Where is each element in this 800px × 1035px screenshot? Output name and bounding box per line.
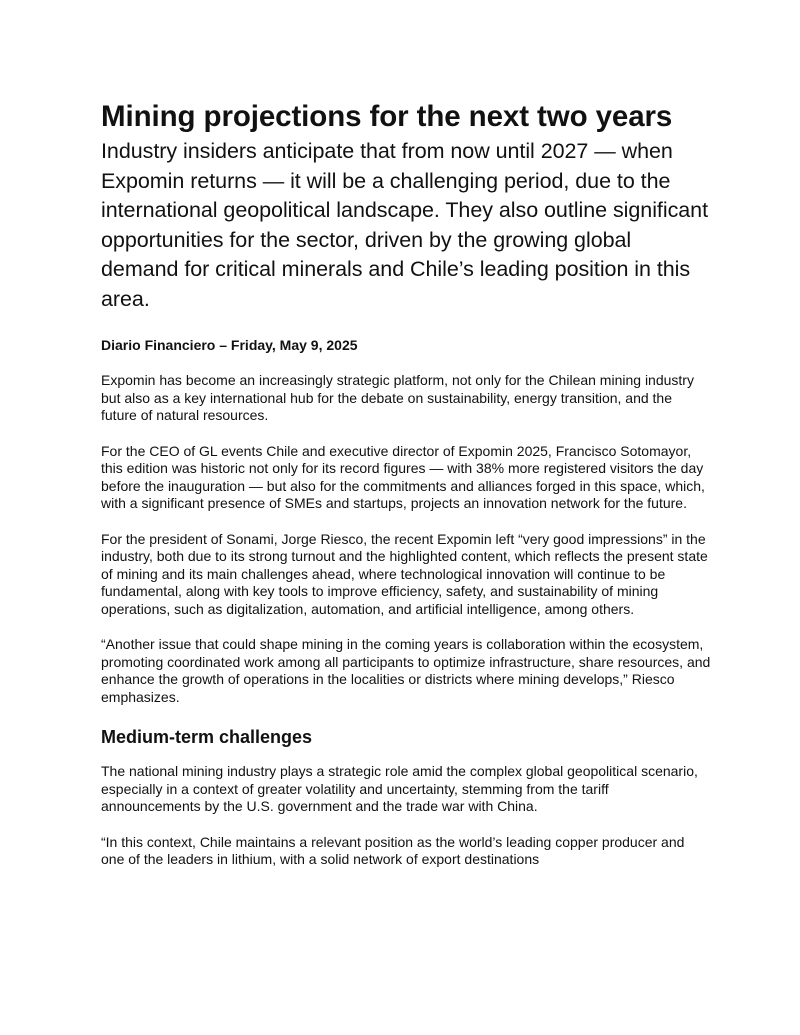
paragraph: Expomin has become an increasingly strategic platform, not only for the Chilean mining industry but also as a key international hub for the debate on sustainability, energy transition, and the future of natural resources. bbox=[101, 372, 694, 423]
article-byline: Diario Financiero – Friday, May 9, 2025 bbox=[101, 337, 358, 353]
paragraph: The national mining industry plays a strategic role amid the complex global geopolitical scenario, especially in a context of greater volatility and uncertainty, stemming from the tariff announcements by the U.S. government and the trade war with China. bbox=[101, 763, 698, 814]
paragraph: “Another issue that could shape mining in the coming years is collaboration within the ecosystem, promoting coordinated work among all participants to optimize infrastructure, share resources, and enhance the growth of operations in the localities or districts where mining develops,” Riesco emphasizes. bbox=[101, 636, 711, 705]
paragraph: For the CEO of GL events Chile and executive director of Expomin 2025, Francisco Sotomayor, this edition was historic not only for its record figures — with 38% more registered visitors the day before the inauguration — but also for the commitments and alliances forged in this space, which, with a significant presence of SMEs and startups, projects an innovation network for the future. bbox=[101, 442, 705, 511]
section-heading: Medium-term challenges bbox=[101, 727, 313, 747]
article-title: Mining projections for the next two years bbox=[101, 100, 673, 133]
paragraph: “In this context, Chile maintains a relevant position as the world’s leading copper producer and one of the leaders in lithium, with a solid network of export destinations bbox=[101, 833, 685, 867]
article-subtitle: Industry insiders anticipate that from now until 2027 — when Expomin returns — it will be a challenging period, due to the international geopolitical landscape. They also outline significant opportunities for the sector, driven by the growing global demand for critical minerals and Chile’s leading position in this area. bbox=[101, 139, 709, 311]
article bbox=[101, 96, 711, 869]
paragraph: For the president of Sonami, Jorge Riesco, the recent Expomin left “very good impressions” in the industry, both due to its strong turnout and the highlighted content, which reflects the present state of mining and its main challenges ahead, where technological innovation will continue to be fundamental, along with key tools to improve efficiency, safety, and sustainability of mining operations, such as digitalization, automation, and artificial intelligence, among others. bbox=[101, 530, 708, 617]
